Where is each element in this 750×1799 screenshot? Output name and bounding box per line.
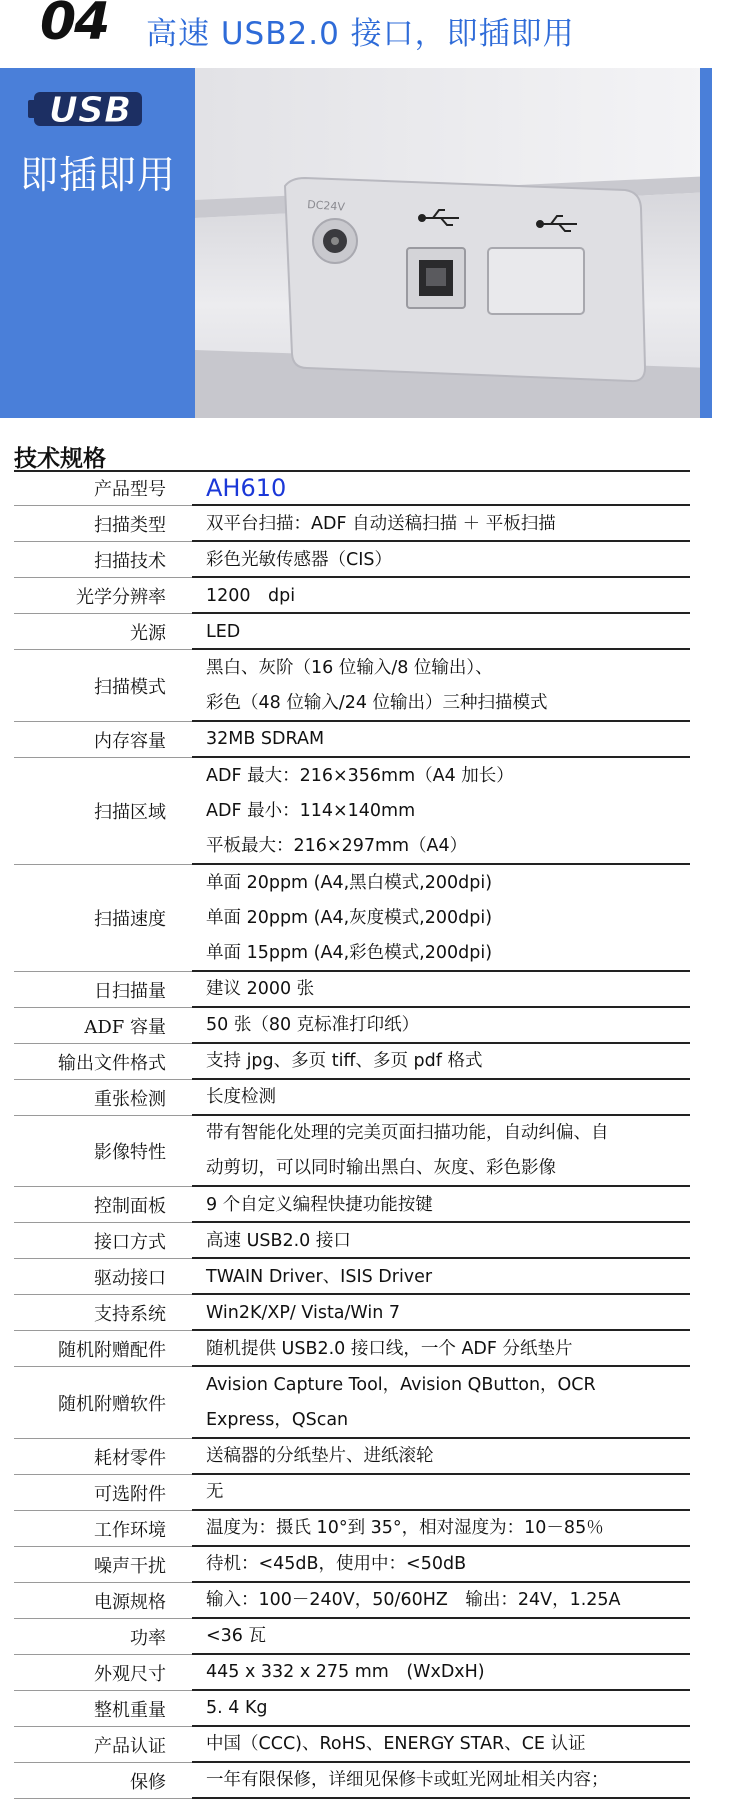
spec-value: <36 瓦	[206, 1626, 266, 1646]
spec-values	[206, 1008, 686, 1044]
section-number: 04	[40, 0, 109, 52]
spec-value: 彩色（48 位输入/24 位输出）三种扫描模式	[206, 692, 548, 713]
spec-value: 单面 15ppm (A4,彩色模式,200dpi)	[206, 942, 493, 963]
spec-values	[206, 1331, 686, 1367]
scanner-ports-photo	[195, 68, 712, 418]
spec-value: 单面 20ppm (A4,灰度模式,200dpi)	[206, 907, 493, 928]
spec-row	[0, 614, 750, 650]
spec-value: 50 张（80 克标准打印纸）	[206, 1015, 420, 1035]
spec-row	[0, 865, 750, 972]
spec-values	[206, 972, 686, 1008]
spec-values	[206, 506, 686, 542]
spec-label: 光源	[130, 623, 166, 644]
spec-label: 产品型号	[94, 479, 166, 500]
spec-row	[0, 1619, 750, 1655]
spec-heading: 技术规格	[14, 446, 106, 472]
spec-values	[206, 578, 686, 614]
spec-value: 长度检测	[206, 1087, 276, 1107]
spec-values	[206, 542, 686, 578]
spec-value: 平板最大：216×297mm（A4）	[206, 835, 468, 856]
spec-row	[0, 542, 750, 578]
spec-values	[206, 1080, 686, 1116]
spec-value: 动剪切，可以同时输出黑白、灰度、彩色影像	[206, 1158, 556, 1179]
spec-values	[206, 1763, 686, 1799]
spec-values	[206, 1187, 686, 1223]
spec-values	[206, 1583, 686, 1619]
spec-values	[206, 758, 686, 865]
spec-label: 耗材零件	[94, 1447, 166, 1469]
spec-values	[206, 470, 686, 506]
spec-value: 无	[206, 1482, 224, 1502]
spec-value: 1200 dpi	[206, 585, 296, 606]
spec-row	[0, 1583, 750, 1619]
spec-label: 扫描类型	[94, 515, 166, 536]
spec-value: Win2K/XP/ Vista/Win 7	[206, 1302, 400, 1323]
spec-value: 双平台扫描：ADF 自动送稿扫描 ＋ 平板扫描	[206, 513, 556, 534]
spec-row	[0, 506, 750, 542]
spec-row	[0, 1259, 750, 1295]
spec-value: 32MB SDRAM	[206, 729, 325, 749]
spec-label: 随机附赠软件	[58, 1393, 166, 1415]
spec-label: 扫描技术	[94, 551, 166, 572]
spec-row	[0, 1511, 750, 1547]
spec-row	[0, 1331, 750, 1367]
spec-label: 整机重量	[94, 1699, 166, 1721]
spec-label: 保修	[130, 1771, 166, 1793]
spec-value: 5. 4 Kg	[206, 1698, 268, 1718]
spec-values	[206, 1044, 686, 1080]
spec-label: 输出文件格式	[58, 1052, 166, 1074]
spec-row	[0, 650, 750, 722]
spec-label: 光学分辨率	[76, 587, 166, 608]
spec-label: 接口方式	[94, 1232, 166, 1253]
spec-values	[206, 1619, 686, 1655]
spec-value: 温度为：摄氏 10°到 35°，相对湿度为：10－85％	[206, 1518, 604, 1538]
spec-row	[0, 972, 750, 1008]
section-header	[0, 0, 750, 60]
spec-label: 日扫描量	[94, 980, 166, 1002]
spec-values	[206, 1367, 686, 1439]
spec-values	[206, 1259, 686, 1295]
spec-row	[0, 578, 750, 614]
spec-value: 9 个自定义编程快捷功能按键	[206, 1194, 433, 1215]
spec-value: 一年有限保修，详细见保修卡或虹光网址相关内容；	[206, 1770, 609, 1790]
spec-label: 可选附件	[94, 1483, 166, 1505]
spec-row	[0, 758, 750, 865]
spec-label: 扫描区域	[94, 802, 166, 823]
spec-row	[0, 1080, 750, 1116]
spec-row	[0, 1295, 750, 1331]
spec-value: 445 x 332 x 275 mm (WxDxH)	[206, 1662, 485, 1682]
spec-value: LED	[206, 621, 241, 642]
spec-row	[0, 1475, 750, 1511]
spec-row	[0, 1116, 750, 1188]
spec-values	[206, 1475, 686, 1511]
spec-label: 重张检测	[94, 1088, 166, 1110]
usb-logo-text: USB	[48, 90, 132, 131]
spec-values	[206, 1727, 686, 1763]
spec-values	[206, 1547, 686, 1583]
spec-row	[0, 1187, 750, 1223]
spec-label: 功率	[130, 1627, 166, 1649]
spec-values	[206, 1116, 686, 1188]
row-divider-accent	[192, 1797, 690, 1799]
spec-value: TWAIN Driver、ISIS Driver	[206, 1266, 433, 1287]
spec-value: 带有智能化处理的完美页面扫描功能，自动纠偏、自	[206, 1123, 609, 1144]
spec-values	[206, 1511, 686, 1547]
spec-values	[206, 722, 686, 758]
section-title: 高速 USB2.0 接口，即插即用	[146, 16, 575, 52]
spec-value: 黑白、灰阶（16 位输入/8 位输出）、	[206, 657, 493, 678]
spec-label: 噪声干扰	[94, 1555, 166, 1577]
spec-values	[206, 865, 686, 972]
spec-values	[206, 614, 686, 650]
spec-label: 支持系统	[94, 1304, 166, 1325]
usb-port-cover	[488, 248, 584, 314]
spec-row	[0, 1727, 750, 1763]
spec-row	[0, 1655, 750, 1691]
spec-row	[0, 1044, 750, 1080]
spec-label: 扫描模式	[94, 676, 166, 698]
spec-label: 控制面板	[94, 1196, 166, 1217]
spec-value: Express，QScan	[206, 1409, 349, 1430]
spec-row	[0, 722, 750, 758]
spec-values	[206, 1295, 686, 1331]
spec-value: ADF 最小：114×140mm	[206, 800, 416, 821]
spec-label: 扫描速度	[94, 909, 166, 930]
spec-row	[0, 1691, 750, 1727]
spec-label: 产品认证	[94, 1735, 166, 1757]
spec-value: 待机：<45dB，使用中：<50dB	[206, 1554, 467, 1574]
model-value: AH610	[206, 473, 287, 502]
spec-value: 输入：100－240V，50/60HZ 输出：24V，1.25A	[206, 1590, 621, 1610]
spec-values	[206, 650, 686, 722]
spec-value: 单面 20ppm (A4,黑白模式,200dpi)	[206, 872, 493, 893]
spec-row	[0, 1439, 750, 1475]
spec-value: 中国（CCC)、RoHS、ENERGY STAR、CE 认证	[206, 1734, 586, 1754]
spec-label: 驱动接口	[94, 1268, 166, 1289]
usb-banner	[0, 68, 712, 418]
spec-row	[0, 1367, 750, 1439]
banner-caption: 即插即用	[20, 153, 177, 197]
spec-value: 送稿器的分纸垫片、进纸滚轮	[206, 1446, 434, 1466]
power-label: DC24V	[306, 198, 346, 214]
spec-value: 建议 2000 张	[206, 979, 315, 999]
spec-label: 工作环境	[94, 1519, 166, 1541]
spec-label: 影像特性	[94, 1142, 166, 1164]
spec-values	[206, 1655, 686, 1691]
spec-label: 内存容量	[94, 730, 166, 752]
spec-label: ADF 容量	[84, 1016, 166, 1038]
spec-values	[206, 1691, 686, 1727]
spec-row	[0, 470, 750, 506]
spec-row	[0, 1547, 750, 1583]
banner-left-panel	[0, 68, 195, 418]
spec-value: Avision Capture Tool，Avision QButton，OCR	[206, 1374, 596, 1395]
spec-label: 外观尺寸	[94, 1663, 166, 1685]
spec-table	[0, 470, 750, 1799]
spec-values	[206, 1439, 686, 1475]
spec-value: 高速 USB2.0 接口	[206, 1230, 351, 1251]
spec-row	[0, 1008, 750, 1044]
spec-label: 随机附赠配件	[58, 1340, 166, 1361]
spec-value: 支持 jpg、多页 tiff、多页 pdf 格式	[206, 1051, 483, 1071]
spec-value: ADF 最大：216×356mm（A4 加长）	[206, 765, 514, 786]
spec-row	[0, 1223, 750, 1259]
usb-logo-icon	[28, 82, 146, 134]
spec-row	[0, 1763, 750, 1799]
spec-label: 电源规格	[94, 1591, 166, 1613]
spec-value: 随机提供 USB2.0 接口线，一个 ADF 分纸垫片	[206, 1338, 573, 1359]
spec-values	[206, 1223, 686, 1259]
spec-value: 彩色光敏传感器（CIS）	[206, 549, 392, 570]
